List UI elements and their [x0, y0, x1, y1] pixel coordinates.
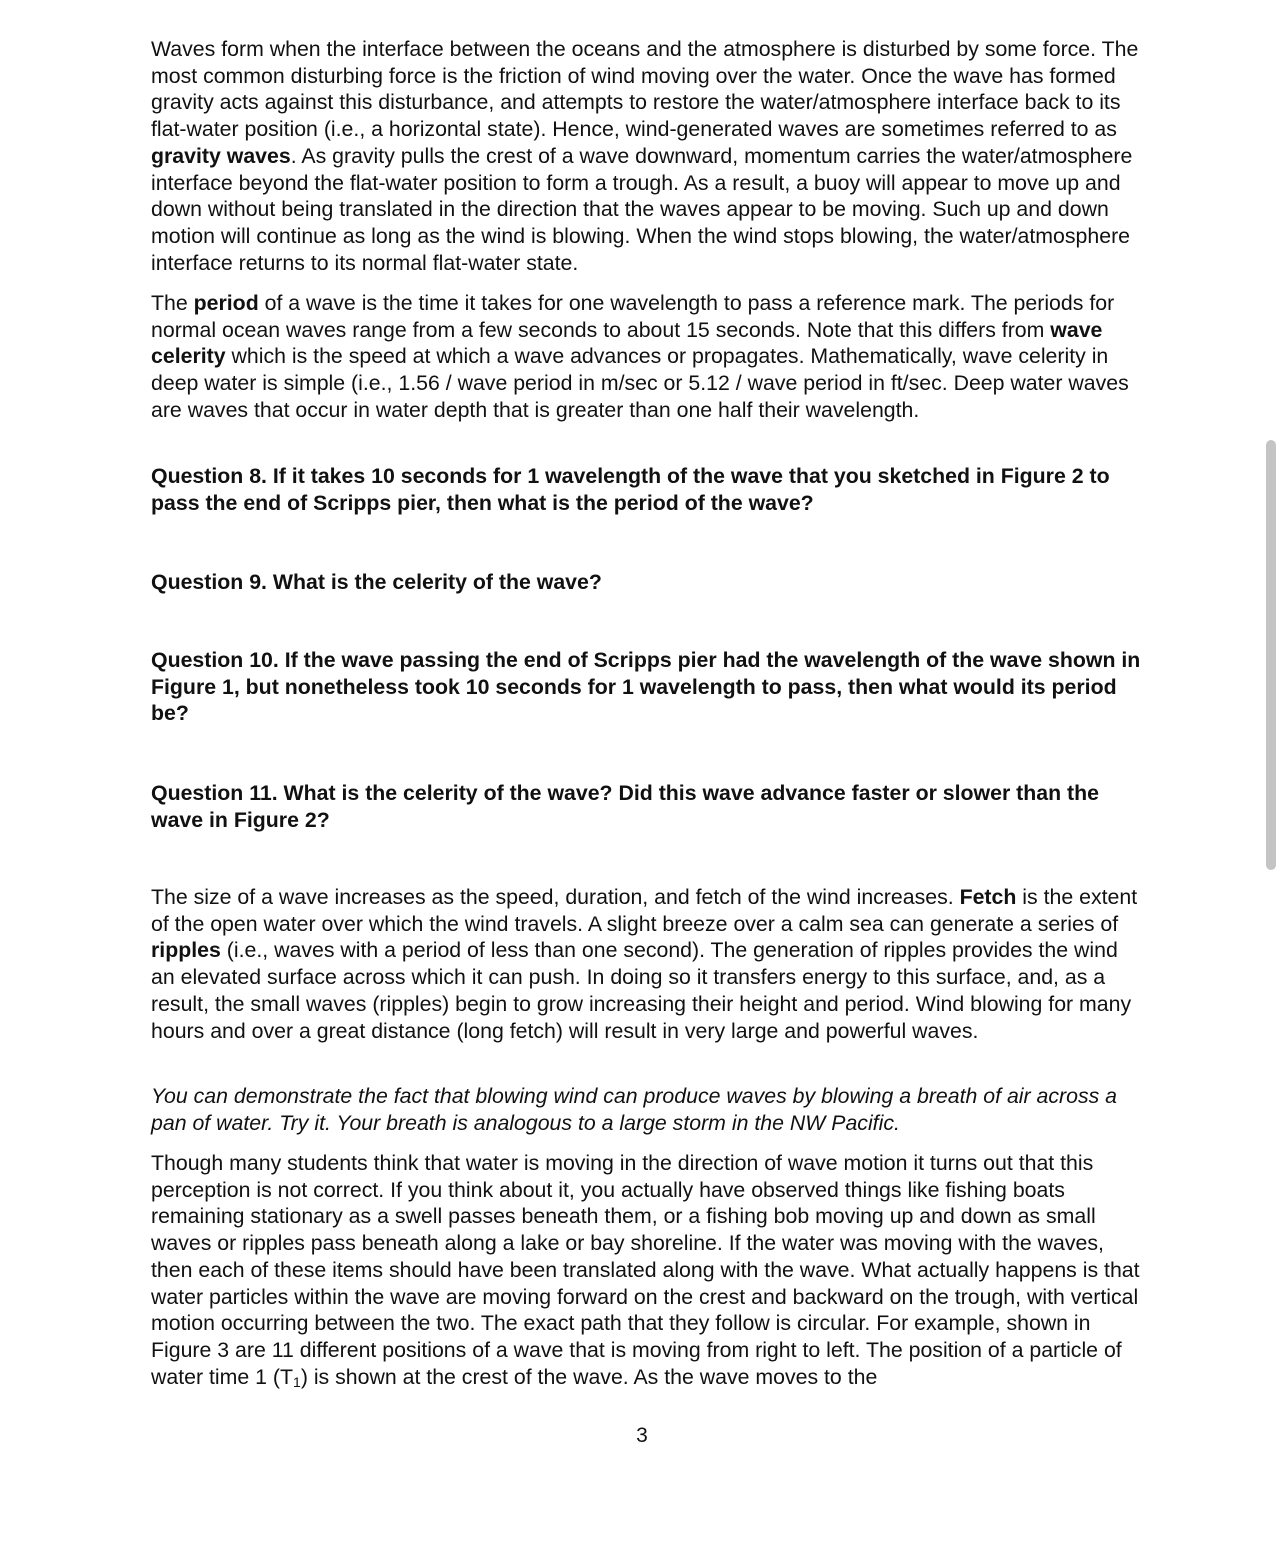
text-run: The — [151, 291, 194, 315]
term-wave-celerity: wave celerity — [151, 317, 1103, 369]
term-fetch: Fetch — [959, 885, 1017, 909]
text-run: is the extent of the open water over which the wind travels. A slight breeze over a calm sea can generate a series of — [151, 885, 1138, 936]
text-run: which is the speed at which a wave advances or propagates. Mathematically, wave celerity in deep water is simple (i.e., 1.56 / wave period in m/sec or 5.12 / wave period in ft/sec. Deep water waves are waves that occur in water depth that is greater than one half their wavelength. — [151, 344, 1129, 422]
text-run: of a wave is the time it takes for one wavelength to pass a reference mark. The periods for normal ocean waves range from a few seconds to about 15 seconds. Note that this differs from — [151, 291, 1115, 342]
paragraph-wave-size — [151, 884, 1141, 1044]
text-run: (i.e., waves with a period of less than one second). The generation of ripples provides the wind an elevated surface across which it can push. In doing so it transfers energy to this surface, and, as a result, the small waves (ripples) begin to grow increasing their height and period. Wind blowing for many hours and over a great distance (long fetch) will result in very large and powerful waves. — [151, 938, 1132, 1043]
text-run: . As gravity pulls the crest of a wave downward, momentum carries the water/atmosphere interface beyond the flat-water position to form a trough. As a result, a buoy will appear to move up and down without being translated in the direction that the waves appear to be moving. Such up and down motion will continue as long as the wind is blowing. When the wind stops blowing, the water/atmosphere interface returns to its normal flat-water state. — [151, 143, 1133, 275]
text-run: Though many students think that water is moving in the direction of wave motion it turns out that this perception is not correct. If you think about it, you actually have observed things like fishing boats remaining stationary as a swell passes beneath them, or a fishing bob moving up and down as small waves or ripples pass beneath along a lake or bay shoreline. If the water was moving with the waves, then each of these items should have been translated along with the wave. What actually happens is that water particles within the wave are moving forward on the crest and backward on the trough, with vertical motion occurring between the two. The exact path that they follow is circular. For example, shown in Figure 3 are 11 different positions of a wave that is moving from right to left. The position of a particle of water time 1 (T — [151, 1151, 1140, 1389]
question-8: Question 8. If it takes 10 seconds for 1 wavelength of the wave that you sketched in Figure 2 to pass the end of Scripps pier, then what is the period of the wave? — [151, 464, 1110, 515]
vertical-scrollbar[interactable] — [1266, 440, 1276, 870]
text-run: The size of a wave increases as the speed, duration, and fetch of the wind increases. — [151, 885, 960, 909]
paragraph-wave-formation — [151, 36, 1141, 276]
question-9: Question 9. What is the celerity of the wave? — [151, 570, 602, 594]
question-11: Question 11. What is the celerity of the wave? Did this wave advance faster or slower than the wave in Figure 2? — [151, 781, 1099, 832]
text-run: Waves form when the interface between the oceans and the atmosphere is disturbed by some force. The most common disturbing force is the friction of wind moving over the water. Once the wave has formed gravity acts against this disturbance, and attempts to restore the water/atmosphere interface back to its flat-water position (i.e., a horizontal state). Hence, wind-generated waves are sometimes referred to as — [151, 37, 1139, 142]
paragraph-water-particles — [151, 1150, 1141, 1390]
question-10: Question 10. If the wave passing the end of Scripps pier had the wavelength of the wave shown in Figure 1, but nonetheless took 10 seconds for 1 wavelength to pass, then what would its period be? — [151, 648, 1141, 726]
subscript-1: 1 — [293, 1373, 301, 1390]
page-number: 3 — [636, 1424, 648, 1447]
term-period: period — [193, 291, 259, 315]
paragraph-demonstration: You can demonstrate the fact that blowing wind can produce waves by blowing a breath of air across a pan of water. Try it. Your breath is analogous to a large storm in the NW Pacific. — [151, 1084, 1118, 1135]
term-ripples: ripples — [151, 938, 221, 963]
text-run: ) is shown at the crest of the wave. As the wave moves to the — [300, 1364, 878, 1389]
term-gravity-waves: gravity waves — [151, 143, 291, 168]
paragraph-wave-period — [151, 290, 1141, 424]
